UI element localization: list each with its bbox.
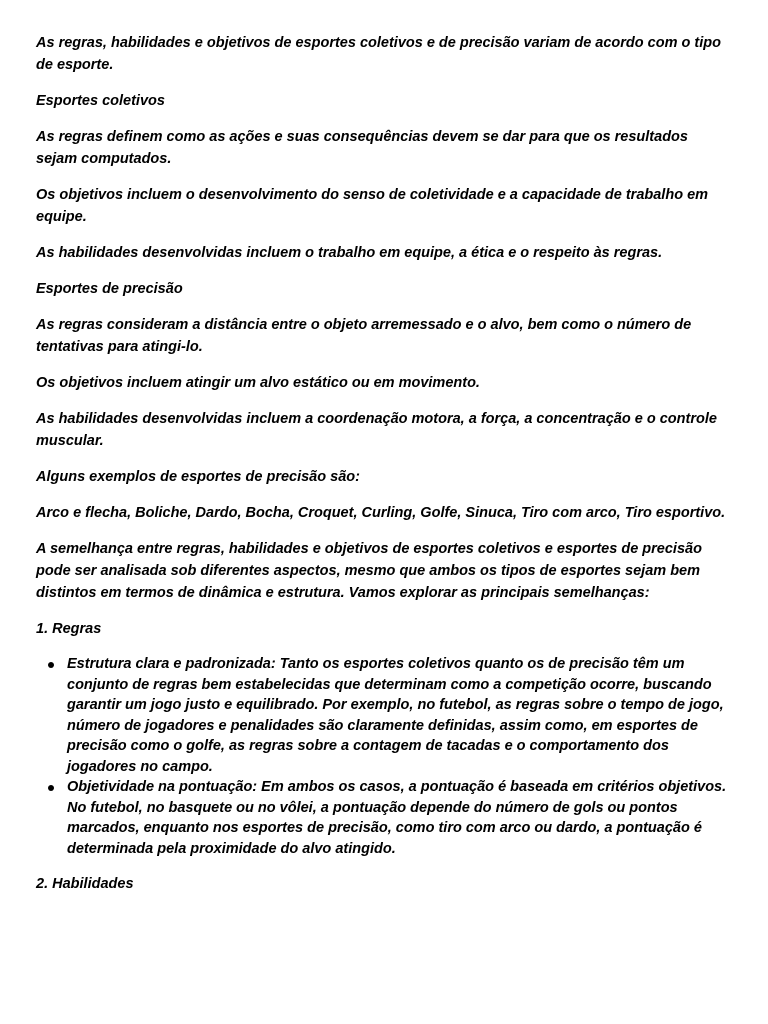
coletivos-habilidades-paragraph: As habilidades desenvolvidas incluem o trabalho em equipe, a ética e o respeito às regras.	[36, 245, 663, 261]
heading-habilidades: 2. Habilidades	[36, 876, 134, 892]
exemplos-list-paragraph: Arco e flecha, Boliche, Dardo, Bocha, Croquet, Curling, Golfe, Sinuca, Tiro com arco, Tiro esportivo.	[36, 505, 726, 521]
regras-bullet-list	[36, 654, 732, 859]
heading-regras: 1. Regras	[36, 621, 102, 637]
bullet-icon	[48, 662, 54, 668]
precisao-objetivos-paragraph: Os objetivos incluem atingir um alvo estático ou em movimento.	[36, 375, 480, 391]
intro-paragraph: As regras, habilidades e objetivos de esportes coletivos e de precisão variam de acordo com o tipo de esporte.	[36, 35, 721, 73]
list-item	[67, 777, 732, 859]
list-item	[67, 654, 732, 777]
heading-esportes-precisao: Esportes de precisão	[36, 281, 183, 297]
coletivos-regras-paragraph: As regras definem como as ações e suas consequências devem se dar para que os resultados sejam computados.	[36, 129, 688, 167]
semelhanca-paragraph: A semelhança entre regras, habilidades e objetivos de esportes coletivos e esportes de precisão pode ser analisada sob diferentes aspectos, mesmo que ambos os tipos de esportes sejam bem distintos em termos de dinâmica e estrutura. Vamos explorar as principais semelhanças:	[36, 541, 702, 601]
precisao-regras-paragraph: As regras consideram a distância entre o objeto arremessado e o alvo, bem como o número de tentativas para atingi-lo.	[36, 317, 692, 355]
exemplos-intro-paragraph: Alguns exemplos de esportes de precisão são:	[36, 469, 360, 485]
bullet-icon	[48, 785, 54, 791]
heading-esportes-coletivos: Esportes coletivos	[36, 93, 165, 109]
coletivos-objetivos-paragraph: Os objetivos incluem o desenvolvimento do senso de coletividade e a capacidade de trabalho em equipe.	[36, 187, 709, 225]
bullet-text: Estrutura clara e padronizada: Tanto os esportes coletivos quanto os de precisão têm um conjunto de regras bem estabelecidas que determinam como a competição ocorre, buscando garantir um jogo justo e equilibrado. Por exemplo, no futebol, as regras sobre o tempo de jogo, número de jogadores e penalidades são claramente definidas, assim como, em esportes de precisão como o golfe, as regras sobre a contagem de tacadas e o comportamento dos jogadores no campo.	[67, 656, 724, 775]
precisao-habilidades-paragraph: As habilidades desenvolvidas incluem a coordenação motora, a força, a concentração e o controle muscular.	[36, 411, 717, 449]
bullet-text: Objetividade na pontuação: Em ambos os casos, a pontuação é baseada em critérios objetivos. No futebol, no basquete ou no vôlei, a pontuação depende do número de gols ou pontos marcados, enquanto nos esportes de precisão, como tiro com arco ou dardo, a pontuação é determinada pela proximidade do alvo atingido.	[67, 779, 727, 857]
